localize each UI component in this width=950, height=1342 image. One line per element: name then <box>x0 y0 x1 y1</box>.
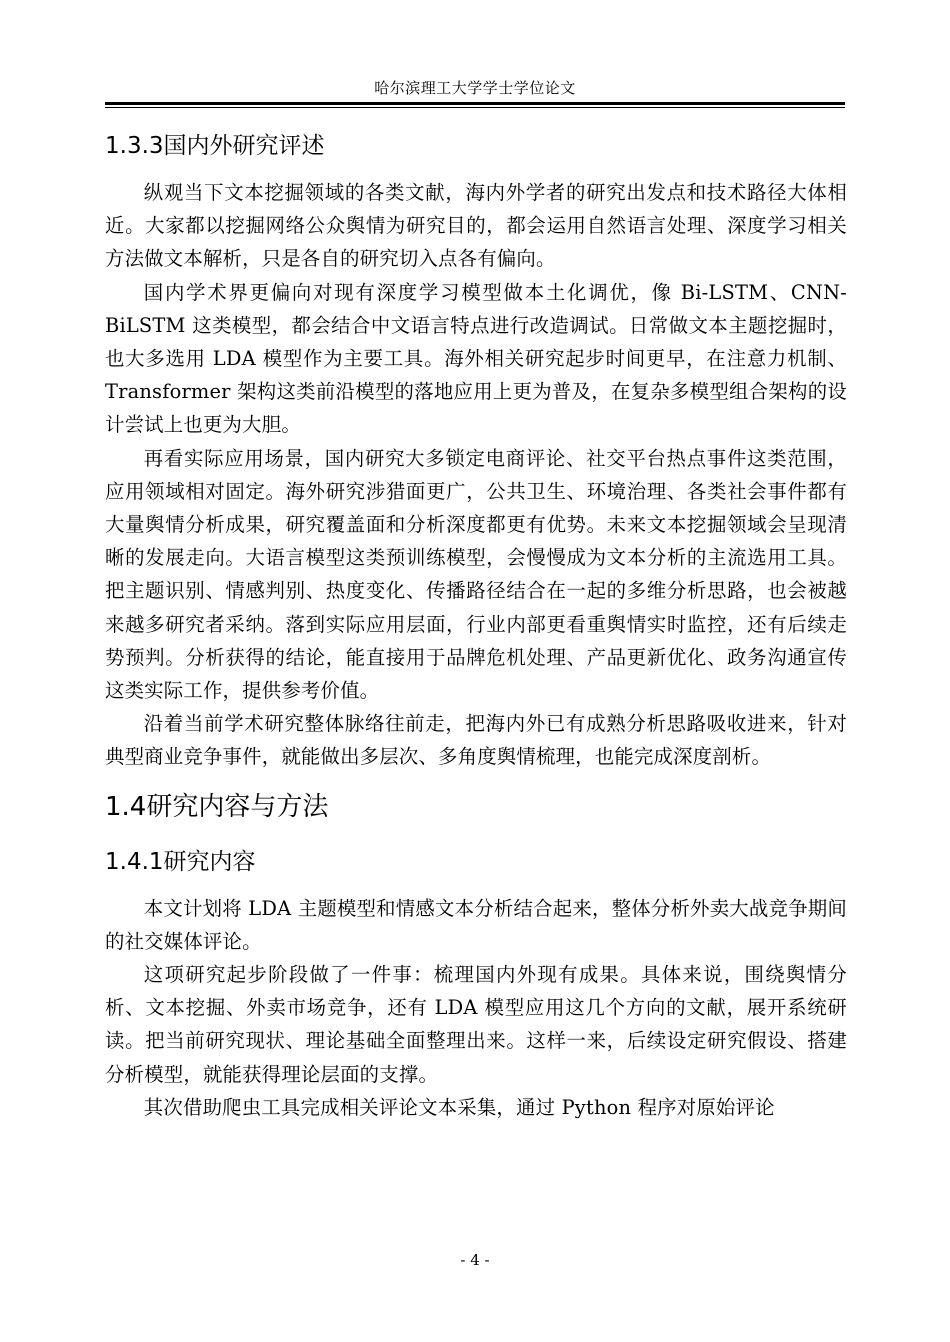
header-rule-thin <box>105 107 845 108</box>
paragraph: 纵观当下文本挖掘领域的各类文献，海内外学者的研究出发点和技术路径大体相近。大家都以挖掘网络公众舆情为研究目的，都会运用自然语言处理、深度学习相关方法做文本解析，只是各自的研究切入点各有偏向。 <box>105 181 847 271</box>
running-header: 哈尔滨理工大学学士学位论文 <box>374 79 576 97</box>
section-heading-1-3-3: 1.3.3国内外研究评述 <box>105 133 325 159</box>
paragraph: 其次借助爬虫工具完成相关评论文本采集，通过 Python 程序对原始评论 <box>143 1095 775 1119</box>
paragraph: 这项研究起步阶段做了一件事：梳理国内外现有成果。具体来说，围绕舆情分析、文本挖掘、外卖市场竞争，还有 LDA 模型应用这几个方向的文献，展开系统研读。把当前研究现状、理论基础全面整理出来。这样一来，后续设定研究假设、搭建分析模型，就能获得理论层面的支撑。 <box>105 963 847 1086</box>
paragraph: 本文计划将 LDA 主题模型和情感文本分析结合起来，整体分析外卖大战竞争期间的社交媒体评论。 <box>105 896 847 953</box>
paragraph: 沿着当前学术研究整体脉络往前走，把海内外已有成熟分析思路吸收进来，针对典型商业竞争事件，就能做出多层次、多角度舆情梳理，也能完成深度剖析。 <box>105 712 847 769</box>
section-heading-1-4: 1.4研究内容与方法 <box>105 791 329 822</box>
header-rule-thick <box>105 102 845 105</box>
paragraph: 国内学术界更偏向对现有深度学习模型做本土化调优，像 Bi-LSTM、CNN-BiLSTM 这类模型，都会结合中文语言特点进行改造调试。日常做文本主题挖掘时，也大多选用 LDA 模型作为主要工具。海外相关研究起步时间更早，在注意力机制、Transformer 架构这类前沿模型的落地应用上更为普及，在复杂多模型组合架构的设计尝试上也更为大胆。 <box>105 280 847 437</box>
body-content <box>105 128 847 1124</box>
page-number: - 4 - <box>460 1251 490 1269</box>
paragraph: 再看实际应用场景，国内研究大多锁定电商评论、社交平台热点事件这类范围，应用领域相对固定。海外研究涉猎面更广，公共卫生、环境治理、各类社会事件都有大量舆情分析成果，研究覆盖面和分析深度都更有优势。未来文本挖掘领域会呈现清晰的发展走向。大语言模型这类预训练模型，会慢慢成为文本分析的主流选用工具。把主题识别、情感判别、热度变化、传播路径结合在一起的多维分析思路，也会被越来越多研究者采纳。落到实际应用层面，行业内部更看重舆情实时监控，还有后续走势预判。分析获得的结论，能直接用于品牌危机处理、产品更新优化、政务沟通宣传这类实际工作，提供参考价值。 <box>105 446 847 703</box>
section-heading-1-4-1: 1.4.1研究内容 <box>105 848 256 875</box>
